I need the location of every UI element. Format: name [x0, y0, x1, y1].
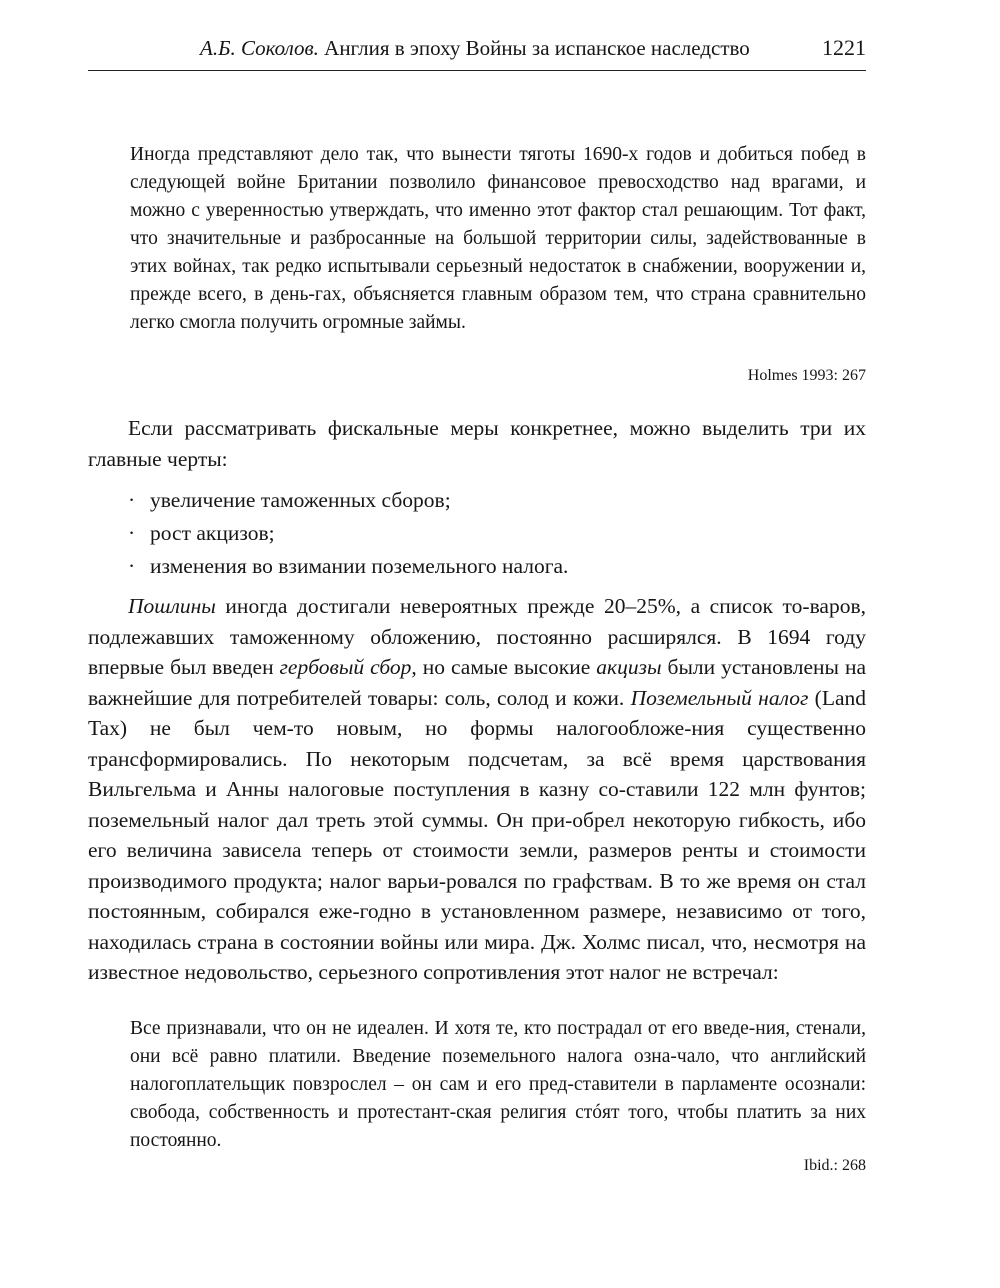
main-paragraph — [88, 591, 866, 988]
header-author: А.Б. Соколов. — [200, 36, 319, 60]
quote1-line: территории силы, задействованные в этих войнах, так редко испытывали — [130, 228, 867, 277]
header-title — [200, 36, 750, 61]
main-line: недовольство, серьезного сопротивления этот налог не встречал: — [184, 960, 779, 984]
citation-ibid: Ibid.: 268 — [803, 1157, 866, 1174]
list-item-text: изменения во взимании поземельного налога. — [150, 554, 569, 578]
main-text — [88, 591, 866, 988]
quote2-line: ставители в парламенте осознали: свобода, собственность и протестант- — [130, 1074, 867, 1123]
list-item — [128, 484, 828, 517]
main-line: обрел некоторую гибкость, ибо его величина зависела теперь от стоимости — [88, 807, 867, 862]
quote2-line: ния, стенали, они всё равно платили. Введение поземельного налога озна- — [130, 1018, 866, 1067]
quote1-paragraph — [130, 141, 866, 337]
page-number: 1221 — [822, 35, 866, 60]
block-quote-ibid — [130, 1015, 866, 1155]
quote2-line: чало, что английский налогоплательщик повзрослел – он сам и его пред- — [130, 1046, 867, 1095]
main-line: земли, размеров ренты и стоимости производимого продукта; налог варьи- — [88, 838, 866, 893]
emphasis-stamp-duty: гербовый сбор — [279, 655, 412, 679]
main-line: ставили 122 млн фунтов; поземельный налог дал треть этой суммы. Он при- — [88, 777, 866, 832]
quote1-line: стал решающим. Тот факт, что значительные и разбросанные на большой — [130, 200, 867, 249]
header-book-title: Англия в эпоху Войны за испанское наследство — [324, 36, 750, 60]
main-line: годно в установленном размере, независимо от того, находилась страна в — [88, 899, 866, 954]
main-line: были — [661, 655, 716, 679]
quote1-line: побед в следующей войне Британии позволило финансовое превосходство — [130, 144, 867, 193]
fiscal-features-list — [128, 484, 828, 583]
main-line: ния существенно трансформировались. По некоторым подсчетам, за всё — [88, 716, 866, 771]
main-line: , но самые высокие — [411, 655, 597, 679]
intro-paragraph — [88, 413, 866, 474]
main-line: состоянии войны или мира. Дж. Холмс писал, что, несмотря на известное — [88, 929, 866, 984]
bullet-icon: · — [128, 521, 136, 545]
intro-text — [88, 413, 866, 474]
main-line: В 1694 году впервые был введен — [88, 624, 866, 679]
list-item-text: увеличение таможенных сборов; — [150, 488, 451, 512]
main-line: варов, подлежавших таможенному обложению, постоянно расширялся. — [88, 594, 866, 649]
block-quote-holmes-1993 — [130, 141, 866, 337]
emphasis-land-tax: Поземельный налог — [630, 685, 809, 710]
quote1-line: смогла получить огромные займы. — [179, 312, 466, 333]
intro-line: Если рассматривать фискальные меры конкретнее, можно выделить — [128, 416, 789, 440]
emphasis-excise: акцизы — [596, 655, 662, 679]
quote2-paragraph — [130, 1015, 866, 1155]
list-item — [128, 550, 828, 583]
quote1-line: над врагами, и можно с уверенностью утверждать, что именно этот фактор — [130, 172, 866, 221]
emphasis-duties: Пошлины — [128, 594, 216, 618]
main-line: время царствования Вильгельма и Анны налоговые поступления в казну со- — [88, 746, 866, 801]
intro-line: три их главные черты: — [88, 416, 867, 471]
running-header — [88, 30, 866, 71]
main-line: (Land Tax) не был чем-то новым, но формы налогообложе- — [88, 685, 867, 740]
quote2-line: Все признавали, что он не идеален. И хотя те, кто пострадал от его введе- — [130, 1018, 756, 1039]
quote1-line: Иногда представляют дело так, что вынести тяготы 1690-х годов и добиться — [130, 144, 793, 165]
main-line: ровался по графствам. В то же время он стал постоянным, собирался еже- — [88, 868, 867, 923]
quote2-line: ская религия стóят того, чтобы платить за них постоянно. — [130, 1102, 867, 1151]
quote1-line: гах, объясняется главным образом тем, что страна сравнительно легко — [130, 284, 866, 333]
list-item-text: рост акцизов; — [150, 521, 275, 545]
main-line: установлены на важнейшие для потребителей товары: соль, солод и кожи. — [88, 655, 866, 710]
bullet-icon: · — [128, 554, 136, 578]
list-item — [128, 517, 828, 550]
quote1-line: серьезный недостаток в снабжении, вооружении и, прежде всего, в день- — [130, 256, 867, 305]
bullet-icon: · — [128, 488, 136, 512]
main-line: иногда достигали невероятных прежде 20–25%, а список то- — [215, 594, 810, 618]
citation-holmes-1993: Holmes 1993: 267 — [747, 367, 866, 384]
